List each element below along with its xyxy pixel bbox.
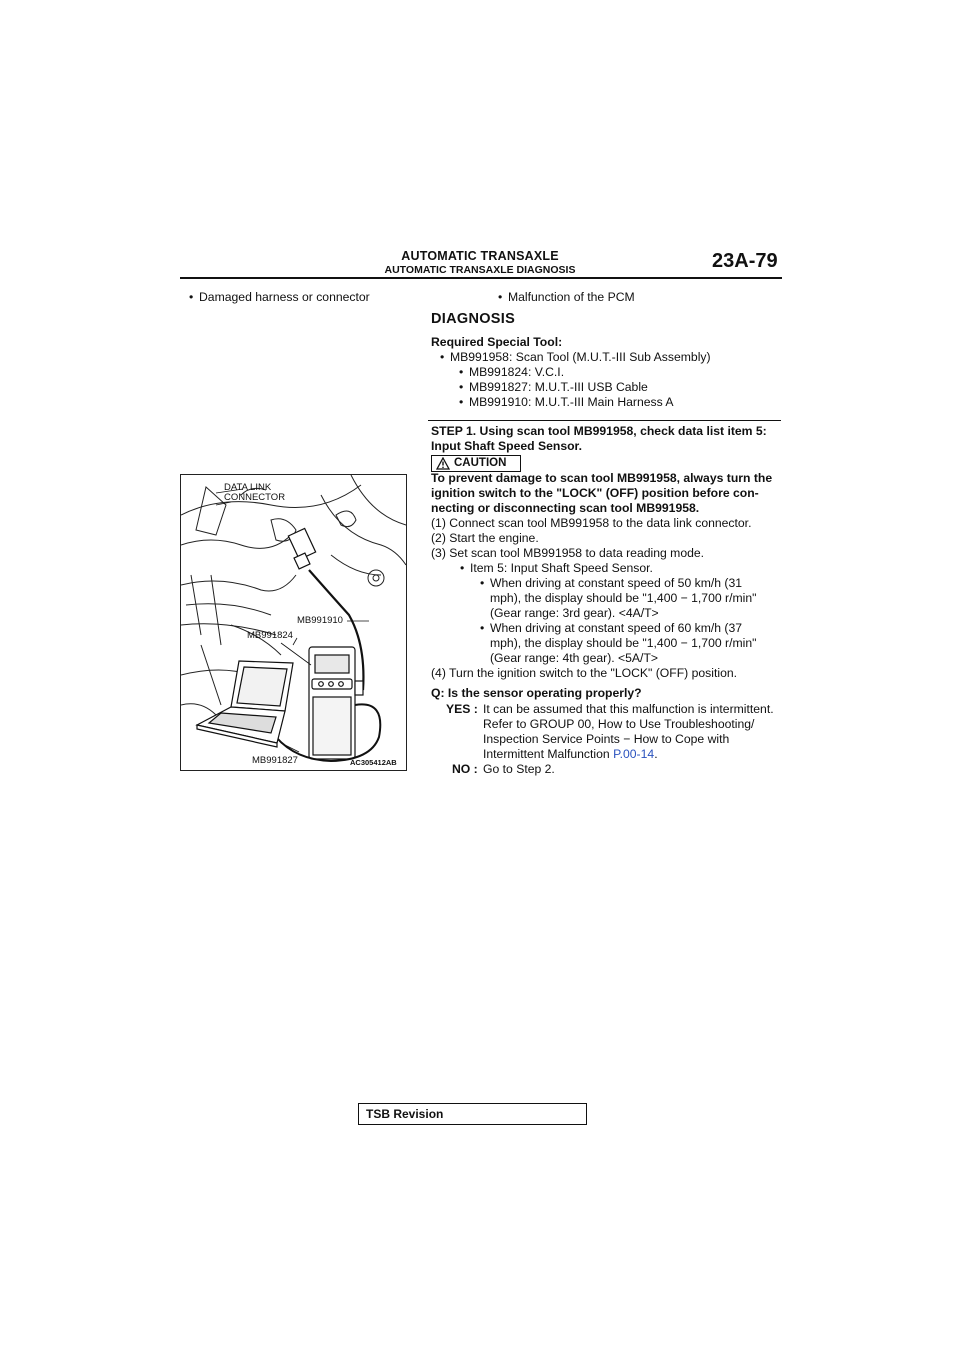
question: Q: Is the sensor operating properly? xyxy=(431,686,642,700)
warning-icon xyxy=(436,457,450,470)
procedure-step-4: (4) Turn the ignition switch to the "LOCK" (OFF) position. xyxy=(431,666,738,680)
caution-line-1: To prevent damage to scan tool MB991958, always turn the xyxy=(431,471,773,485)
condition-b-line-3: (Gear range: 4th gear). <5A/T> xyxy=(490,651,659,665)
label-data-link-connector-2: CONNECTOR xyxy=(224,492,286,503)
tool-main: • MB991958: Scan Tool (M.U.T.-III Sub Assembly) xyxy=(450,350,711,365)
condition-b-line-2: mph), the display should be "1,400 − 1,700 r/min" xyxy=(490,636,757,650)
no-text: Go to Step 2. xyxy=(483,762,555,776)
condition-a-line-1: • When driving at constant speed of 50 km/h (31 xyxy=(490,576,742,591)
procedure-step-1: (1) Connect scan tool MB991958 to the data link connector. xyxy=(431,516,752,530)
connection-figure xyxy=(180,474,407,771)
step1-title-line-2: Input Shaft Speed Sensor. xyxy=(431,439,583,453)
section-subtitle: AUTOMATIC TRANSAXLE DIAGNOSIS xyxy=(384,264,576,276)
diagnosis-heading: DIAGNOSIS xyxy=(431,311,516,327)
condition-a-line-3: (Gear range: 3rd gear). <4A/T> xyxy=(490,606,659,620)
tool-part-usb: • MB991827: M.U.T.-III USB Cable xyxy=(469,380,648,395)
header-rule xyxy=(180,277,782,279)
caution-label: CAUTION xyxy=(454,457,507,469)
label-main-harness: MB991910 xyxy=(297,615,343,626)
condition-b-line-1: • When driving at constant speed of 60 km/h (37 xyxy=(490,621,742,636)
connection-illustration xyxy=(181,475,406,770)
page-number: 23A-79 xyxy=(712,250,778,272)
condition-a-line-2: mph), the display should be "1,400 − 1,700 r/min" xyxy=(490,591,757,605)
tsb-revision-box xyxy=(358,1103,587,1125)
tool-part-harness: • MB991910: M.U.T.-III Main Harness A xyxy=(469,395,674,410)
yes-label: YES : xyxy=(446,702,478,716)
caution-line-3: necting or disconnecting scan tool MB991958. xyxy=(431,501,700,515)
procedure-step-3: (3) Set scan tool MB991958 to data reading mode. xyxy=(431,546,705,560)
label-usb-cable: MB991827 xyxy=(252,755,298,766)
label-data-link-connector-1: DATA LINK xyxy=(224,482,272,493)
cause-item-pcm: • Malfunction of the PCM xyxy=(508,290,635,305)
no-label: NO : xyxy=(452,762,478,776)
yes-line-2: Refer to GROUP 00, How to Use Troubleshooting/ xyxy=(483,717,755,731)
required-tool-label: Required Special Tool: xyxy=(431,335,563,349)
caution-box xyxy=(431,455,521,472)
tsb-revision-label: TSB Revision xyxy=(366,1107,444,1121)
yes-line-1: It can be assumed that this malfunction is intermittent. xyxy=(483,702,774,716)
label-vci: MB991824 xyxy=(247,630,293,641)
yes-line-3: Inspection Service Points − How to Cope with xyxy=(483,732,730,746)
caution-line-2: ignition switch to the "LOCK" (OFF) position before con- xyxy=(431,486,759,500)
cause-item-harness: • Damaged harness or connector xyxy=(199,290,370,305)
reference-link[interactable]: P.00-14 xyxy=(613,747,655,761)
step1-title-line-1: STEP 1. Using scan tool MB991958, check data list item 5: xyxy=(431,424,767,438)
section-title: AUTOMATIC TRANSAXLE xyxy=(401,249,559,263)
yes-line-4 xyxy=(483,747,658,762)
procedure-step-2: (2) Start the engine. xyxy=(431,531,539,545)
step-divider xyxy=(428,420,781,421)
yes-line-4-text: Intermittent Malfunction xyxy=(483,747,614,761)
tool-part-vci: • MB991824: V.C.I. xyxy=(469,365,564,380)
yes-line-4-end: . xyxy=(654,747,658,761)
data-item-label: • Item 5: Input Shaft Speed Sensor. xyxy=(470,561,653,576)
figure-code: AC305412AB xyxy=(350,758,397,767)
